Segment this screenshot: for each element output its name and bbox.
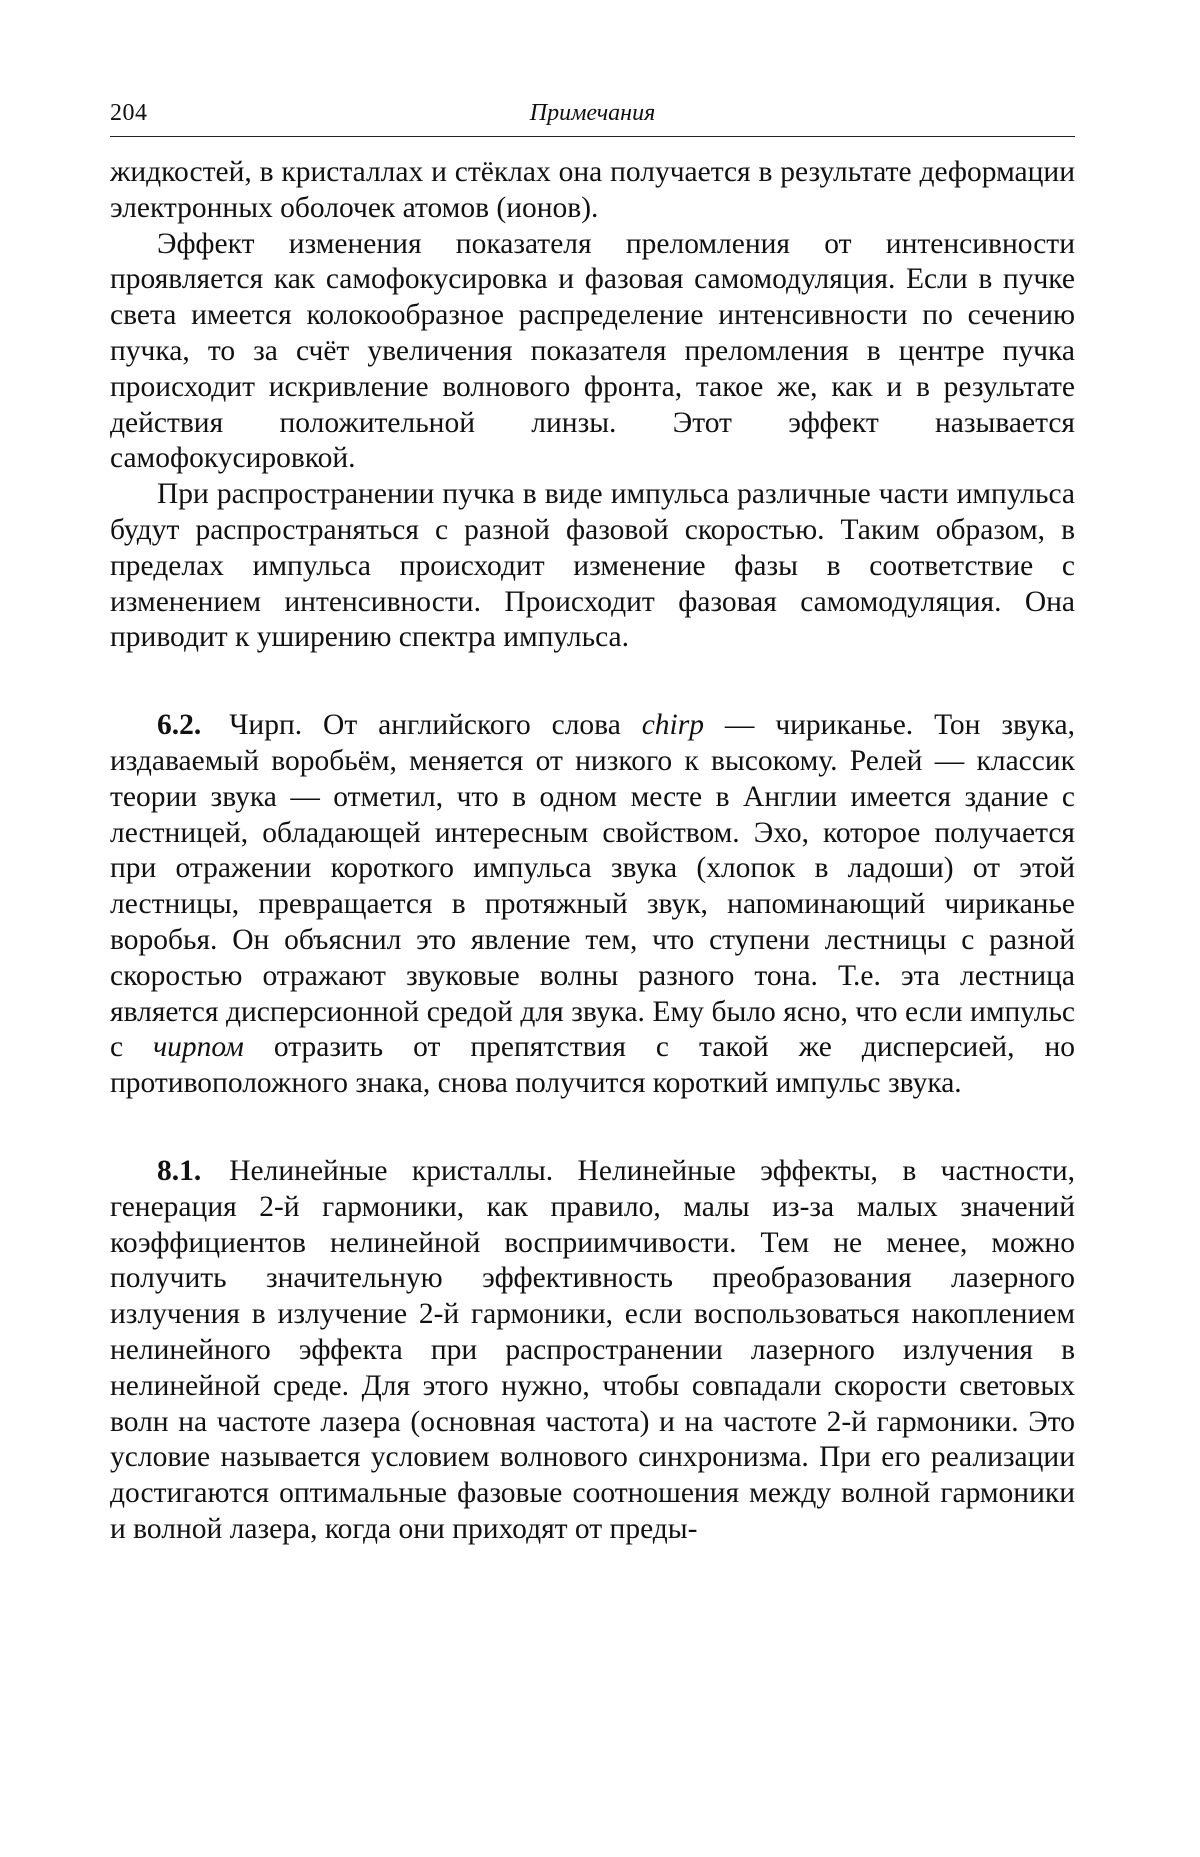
note-text: отразить от препятствия с такой же дисперсией, но противоположного знака, снова получится короткий импульс звука. xyxy=(110,1031,1075,1100)
note-text: — чириканье. Тон звука, издаваемый воробьём, меняется от низкого к высокому. Релей — классик теории звука — отметил, что в одном месте в Англии имеется здание с лестницей, обладающей интересным свойством. Эхо, которое получается при отражении короткого импульса звука (хлопок в ладоши) от этой лестницы, превращается в протяжный звук, напоминающий чириканье воробья. Он объяснил это явление тем, что ступени лестницы с разной скоростью отражают звуковые волны разного тона. Т.е. эта лестница является дисперсионной средой для звука. Ему было ясно, что если импульс с xyxy=(110,709,1075,1064)
note-italic-term: chirp xyxy=(641,709,704,742)
note-number: 6.2. xyxy=(157,709,202,742)
note-text: Нелинейные кристаллы. Нелинейные эффекты, в частности, генерация 2-й гармоники, как правило, малы из-за малых значений коэффициентов нелинейной восприимчивости. Тем не менее, можно получить значительную эффективность преобразования лазерного излучения в излучение 2-й гармоники, если воспользоваться накоплением нелинейного эффекта при распространении лазерного излучения в нелинейной среде. Для этого нужно, чтобы совпадали скорости световых волн на частоте лазера (основная частота) и на частоте 2-й гармоники. Это условие называется условием волнового синхронизма. При его реализации достигаются оптимальные фазовые соотношения между волной гармоники и волной лазера, когда они приходят от преды- xyxy=(110,1154,1075,1545)
note-number: 8.1. xyxy=(157,1154,202,1187)
note-6-2 xyxy=(110,708,1075,1102)
section-title: Примечания xyxy=(529,100,656,126)
page-number: 204 xyxy=(110,100,148,126)
paragraph-phase-modulation: При распространении пучка в виде импульса различные части импульса будут распространяться с разной фазовой скоростью. Таким образом, в пределах импульса происходит изменение фазы в соответствие с изменением интенсивности. Происходит фазовая самомодуляция. Она приводит к уширению спектра импульса. xyxy=(110,478,1075,654)
page-content xyxy=(110,155,1075,1548)
paragraph-continuation: жидкостей, в кристаллах и стёклах она получается в результате деформации электронных оболочек атомов (ионов). xyxy=(110,156,1075,224)
note-italic-term: чирпом xyxy=(153,1031,244,1064)
note-8-1 xyxy=(110,1154,1075,1548)
paragraph-self-focusing: Эффект изменения показателя преломления от интенсивности проявляется как самофокусировка и фазовая самомодуляция. Если в пучке света имеется колокообразное распределение интенсивности по сечению пучка, то за счёт увеличения показателя преломления в центре пучка происходит искривление волнового фронта, такое же, как и в результате действия положительной линзы. Этот эффект называется самофокусировкой. xyxy=(110,227,1075,475)
note-text: Чирп. От английского слова xyxy=(229,709,642,742)
running-head xyxy=(110,96,1075,137)
book-page xyxy=(110,96,1075,1548)
